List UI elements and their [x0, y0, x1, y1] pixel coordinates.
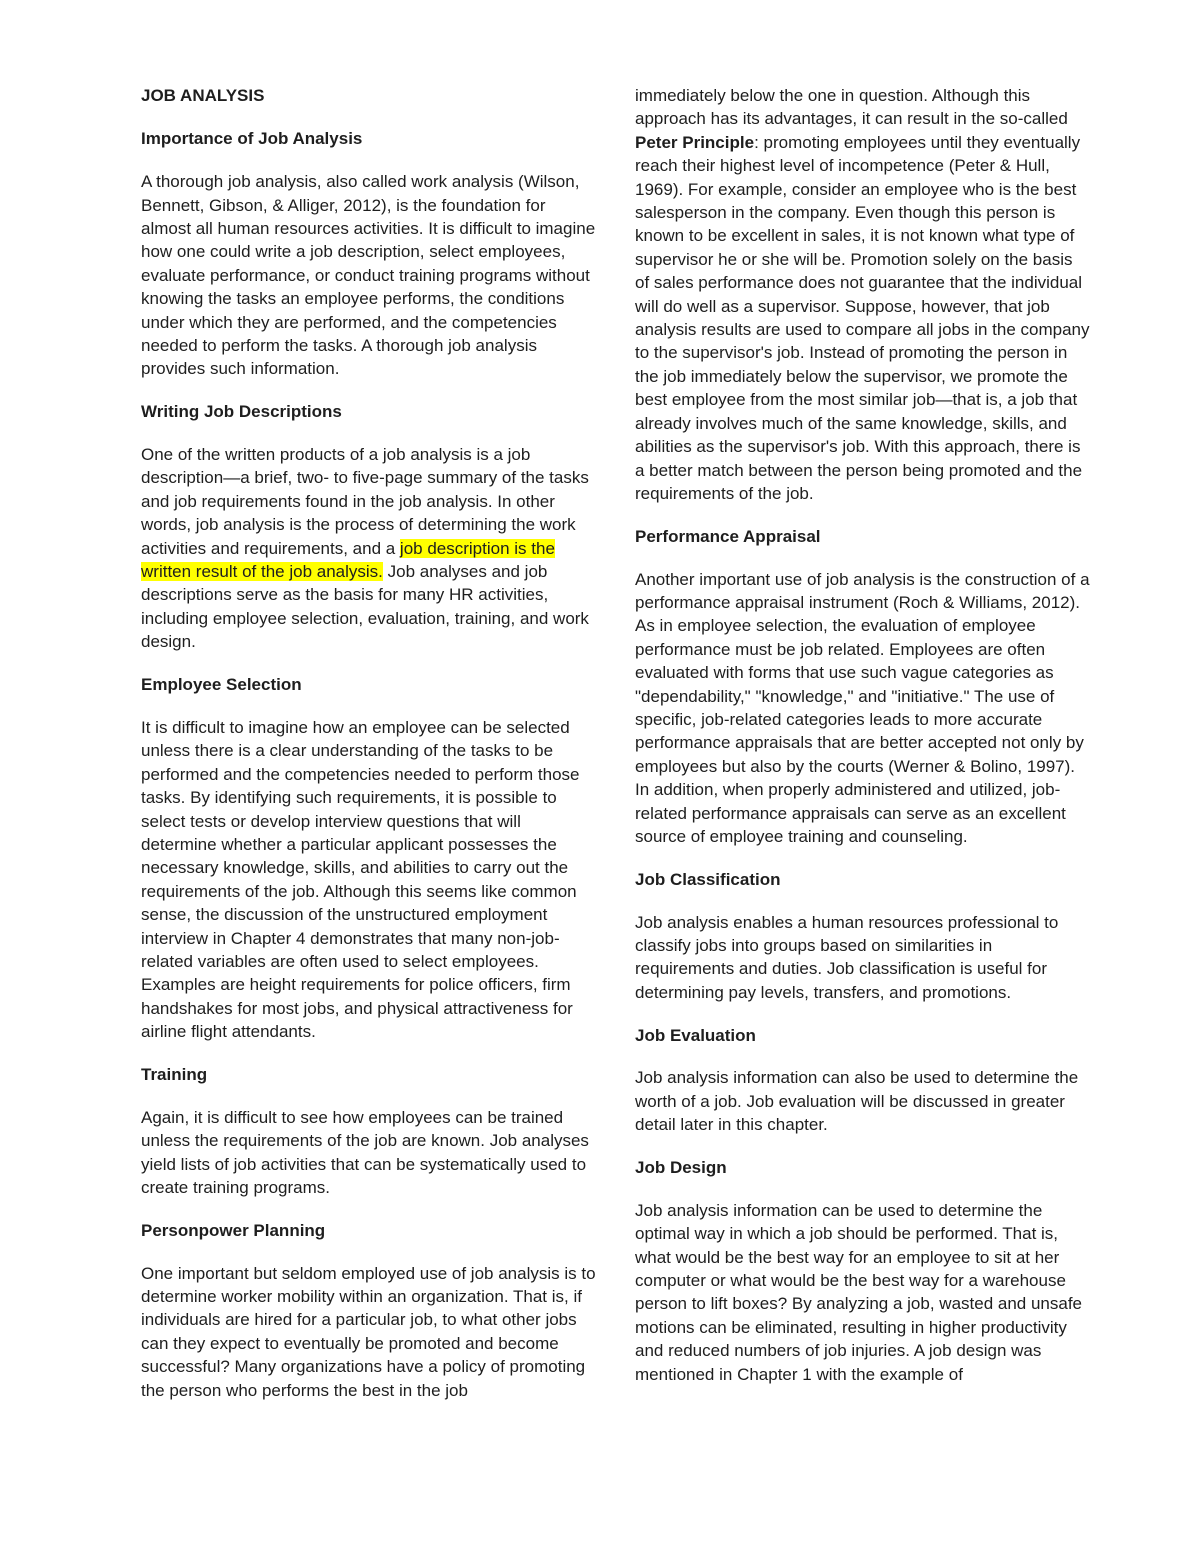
- heading-writing-job-descriptions: Writing Job Descriptions: [141, 402, 342, 422]
- heading-training: Training: [141, 1064, 208, 1084]
- paragraph-personpower-planning: One important but seldom employed use of job analysis is to determine worker mobility within an organization. That is, if individuals are hired for a particular job, to what other jobs can they expect to eventually be promoted and become successful? Many organizations have a policy of promoting the person who performs the best in the job: [141, 1263, 596, 1400]
- heading-job-evaluation: Job Evaluation: [635, 1025, 756, 1045]
- paragraph-peter-principle: [635, 84, 1091, 505]
- paragraph-performance-appraisal: Another important use of job analysis is the construction of a performance appraisal instrument (Roch & Williams, 2012). As in employee selection, the evaluation of employee performance must be job related. Employees are often evaluated with forms that use such vague categories as "dependability," "knowledge," and "initiative." The use of specific, job-related categories leads to more accurate performance appraisals that are better accepted not only by employees but also by the courts (Werner & Bolino, 1997). In addition, when properly administered and utilized, job-related performance appraisals can serve as an excellent source of employee training and counseling.: [635, 569, 1090, 846]
- paragraph-importance: A thorough job analysis, also called work analysis (Wilson, Bennett, Gibson, & Alliger, 2012), is the foundation for almost all human resources activities. It is difficult to imagine how one could write a job description, select employees, evaluate performance, or conduct training programs without knowing the tasks an employee performs, the conditions under which they are performed, and the competencies needed to perform the tasks. A thorough job analysis provides such information.: [141, 172, 596, 379]
- paragraph-training: Again, it is difficult to see how employees can be trained unless the requirements of the job are known. Job analyses yield lists of job activities that can be systematically used to create training programs.: [141, 1107, 589, 1197]
- writing-text-after: Job analyses and job descriptions serve as the basis for many HR activities, including employee selection, evaluation, training, and work design.: [141, 562, 589, 652]
- heading-employee-selection: Employee Selection: [141, 675, 302, 695]
- heading-importance: Importance of Job Analysis: [141, 129, 363, 149]
- right-column: [635, 84, 1091, 1405]
- heading-personpower-planning: Personpower Planning: [141, 1220, 326, 1240]
- heading-job-design: Job Design: [635, 1157, 727, 1177]
- paragraph-job-classification: Job analysis enables a human resources professional to classify jobs into groups based on similarities in requirements and duties. Job classification is useful for determining pay levels, transfers, and promotions.: [635, 912, 1059, 1002]
- writing-text-before: One of the written products of a job analysis is a job description—a brief, two- to five-page summary of the tasks and job requirements found in the job analysis. In other words, job analysis is the process of determining the work activities and requirements, and a: [141, 445, 589, 558]
- paragraph-employee-selection: It is difficult to imagine how an employee can be selected unless there is a clear understanding of the tasks to be performed and the competencies needed to perform those tasks. By identifying such requirements, it is possible to select tests or develop interview questions that will determine whether a particular applicant possesses the necessary knowledge, skills, and abilities to carry out the requirements of the job. Although this seems like common sense, the discussion of the unstructured employment interview in Chapter 4 demonstrates that many non-job-related variables are often used to select employees. Examples are height requirements for police officers, firm handshakes for most jobs, and physical attractiveness for airline flight attendants.: [141, 717, 580, 1042]
- paragraph-job-evaluation: Job analysis information can also be used to determine the worth of a job. Job evaluation will be discussed in greater detail later in this chapter.: [635, 1068, 1079, 1135]
- continuation-text-after: : promoting employees until they eventually reach their highest level of incompetence (Peter & Hull, 1969). For example, consider an employee who is the best salesperson in the company. Even though this person is known to be excellent in sales, it is not known what type of supervisor he or she will be. Promotion solely on the basis of sales performance does not guarantee that the individual will do well as a supervisor. Suppose, however, that job analysis results are used to compare all jobs in the company to the supervisor's job. Instead of promoting the person in the job immediately below the supervisor, we promote the best employee from the most similar job—that is, a job that already involves much of the same knowledge, skills, and abilities as the supervisor's job. With this approach, there is a better match between the person being promoted and the requirements of the job.: [635, 132, 1090, 503]
- heading-performance-appraisal: Performance Appraisal: [635, 526, 821, 546]
- bold-term-peter-principle: Peter Principle: [635, 132, 755, 152]
- highlighted-text: job description is the written result of the job analysis.: [141, 538, 555, 582]
- paragraph-job-design: Job analysis information can be used to determine the optimal way in which a job should be performed. That is, what would be the best way for an employee to sit at her computer or what would be the best way for a warehouse person to lift boxes? By analyzing a job, wasted and unsafe motions can be eliminated, resulting in higher productivity and reduced numbers of job injuries. A job design was mentioned in Chapter 1 with the example of: [635, 1200, 1083, 1384]
- continuation-text-before: immediately below the one in question. Although this approach has its advantages, it can result in the so-called: [635, 86, 1068, 129]
- heading-job-classification: Job Classification: [635, 869, 781, 889]
- document-title: JOB ANALYSIS: [141, 86, 265, 105]
- left-column: [141, 84, 597, 1421]
- paragraph-writing-job-descriptions: [141, 443, 597, 654]
